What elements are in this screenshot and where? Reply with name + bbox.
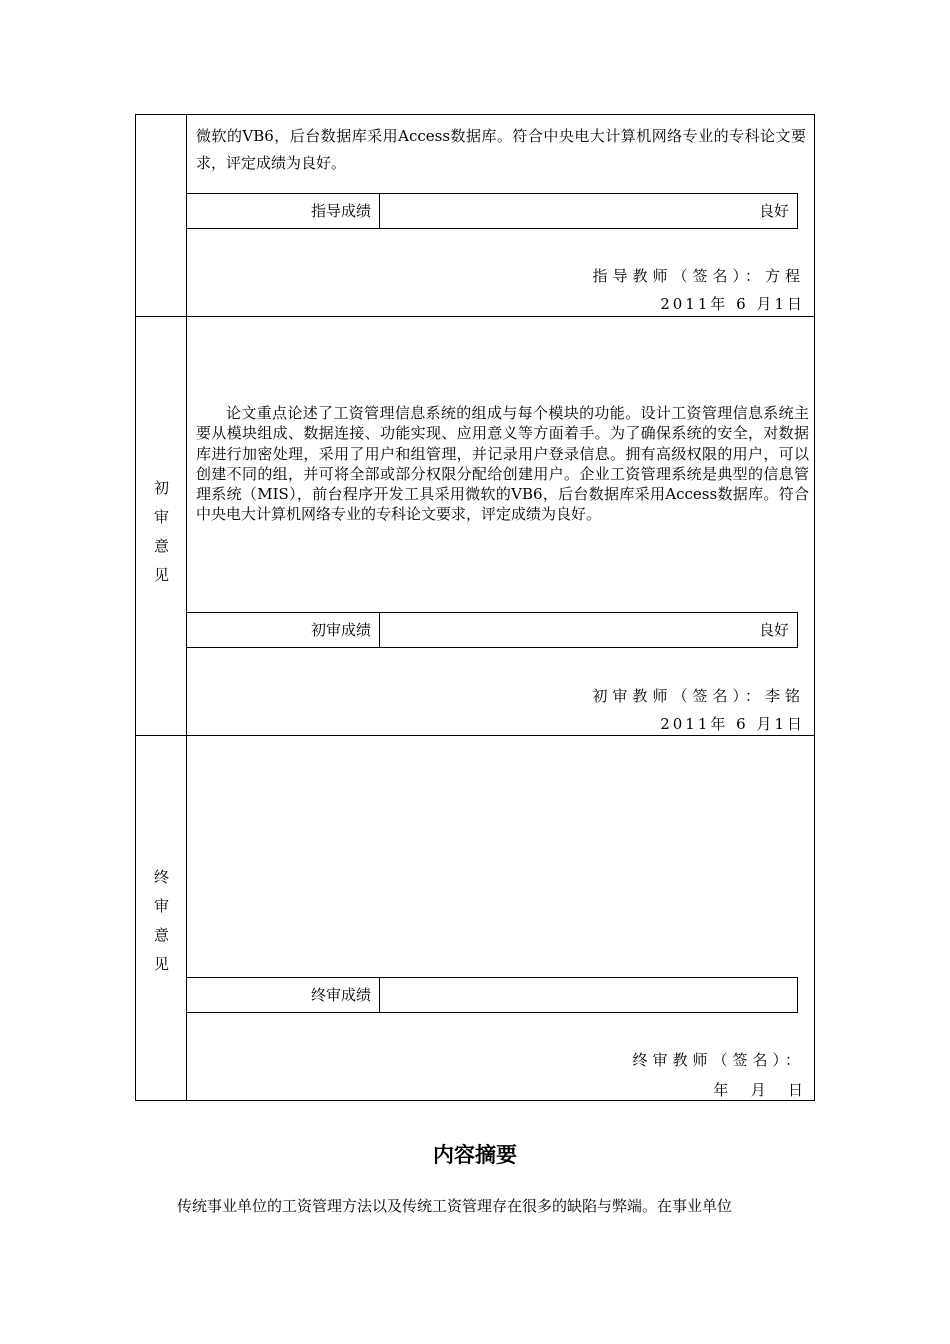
final-content bbox=[187, 736, 814, 1100]
final-grade-box bbox=[187, 977, 798, 1013]
supervisor-section bbox=[136, 115, 814, 317]
final-grade-value bbox=[380, 978, 797, 1012]
preliminary-review-label: 初 审 意 见 bbox=[153, 479, 169, 584]
supervisor-grade-value: 良好 bbox=[758, 202, 789, 220]
abstract-text: 传统事业单位的工资管理方法以及传统工资管理存在很多的缺陷与弊端。在事业单位 bbox=[177, 1197, 733, 1215]
supervisor-date: 2011年 6 月1日 bbox=[660, 295, 805, 313]
preliminary-content bbox=[187, 317, 814, 735]
abstract-title: 内容摘要 bbox=[433, 1143, 517, 1167]
final-label-cell bbox=[136, 736, 187, 1100]
supervisor-grade-label: 指导成绩 bbox=[187, 194, 380, 228]
preliminary-date: 2011年 6 月1日 bbox=[660, 715, 805, 733]
final-review-label: 终 审 意 见 bbox=[153, 868, 169, 973]
final-grade-label: 终审成绩 bbox=[187, 978, 380, 1012]
preliminary-grade-label: 初审成绩 bbox=[187, 613, 380, 647]
final-date: 年 月 日 bbox=[713, 1081, 805, 1099]
supervisor-grade-box bbox=[187, 193, 798, 229]
supervisor-signature: 指导教师（签名）：方程 bbox=[592, 267, 805, 285]
preliminary-grade-box bbox=[187, 612, 798, 648]
review-table bbox=[135, 114, 815, 1101]
preliminary-review-section bbox=[136, 317, 814, 736]
supervisor-label-cell bbox=[136, 115, 187, 316]
preliminary-comment-text: 论文重点论述了工资管理信息系统的组成与每个模块的功能。设计工资管理信息系统主要从模块组成、数据连接、功能实现、应用意义等方面着手。为了确保系统的安全，对数据库进行加密处理，采用了用户和组管理，并记录用户登录信息。拥有高级权限的用户，可以创建不同的组，并可将全部或部分权限分配给创建用户。企业工资管理系统是典型的信息管理系统（MIS），前台程序开发工具采用微软的VB6，后台数据库采用Access数据库。符合中央电大计算机网络专业的专科论文要求，评定成绩为良好。 bbox=[196, 404, 809, 524]
preliminary-grade-value: 良好 bbox=[758, 621, 789, 639]
preliminary-signature: 初审教师（签名）：李铭 bbox=[592, 687, 805, 705]
supervisor-comment-text: 微软的VB6，后台数据库采用Access数据库。符合中央电大计算机网络专业的专科论文要求，评定成绩为良好。 bbox=[196, 127, 806, 172]
final-review-section bbox=[136, 736, 814, 1100]
final-signature: 终审教师（签名）： bbox=[632, 1051, 805, 1069]
preliminary-label-cell bbox=[136, 317, 187, 735]
supervisor-content bbox=[187, 115, 814, 316]
